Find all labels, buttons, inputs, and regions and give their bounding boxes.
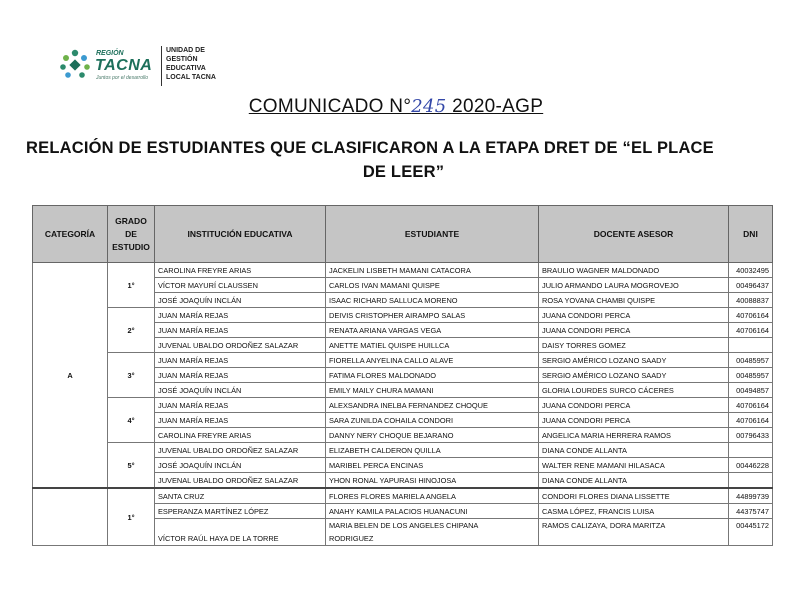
student-cell [326, 519, 539, 546]
student-cell: FLORES FLORES MARIELA ANGELA [326, 488, 539, 504]
dni-cell: 40706164 [729, 308, 773, 323]
student-cell: RENATA ARIANA VARGAS VEGA [326, 323, 539, 338]
grade-cell: 4° [108, 398, 155, 443]
institution-cell: SANTA CRUZ [155, 488, 326, 504]
advisor-cell: DIANA CONDE ALLANTA [539, 443, 729, 458]
advisor-cell: JULIO ARMANDO LAURA MOGROVEJO [539, 278, 729, 293]
student-cell: FATIMA FLORES MALDONADO [326, 368, 539, 383]
advisor-cell: JUANA CONDORI PERCA [539, 308, 729, 323]
student-cell: ALEXSANDRA INELBA FERNANDEZ CHOQUE [326, 398, 539, 413]
student-cell: ELIZABETH CALDERON QUILLA [326, 443, 539, 458]
category-cell-empty [33, 488, 108, 546]
advisor-cell: JUANA CONDORI PERCA [539, 323, 729, 338]
dni-cell: 40032495 [729, 263, 773, 278]
grade-cell: 1° [108, 263, 155, 308]
student-cell: JACKELIN LISBETH MAMANI CATACORA [326, 263, 539, 278]
logo-tagline: Juntos por el desarrollo [96, 75, 148, 81]
dni-cell: 00485957 [729, 368, 773, 383]
advisor-cell: DAISY TORRES GOMEZ [539, 338, 729, 353]
table-row [33, 308, 773, 323]
ugel-logo [58, 42, 228, 96]
institution-cell: VÍCTOR RAÚL HAYA DE LA TORRE [155, 519, 326, 546]
student-cell: ANETTE MATIEL QUISPE HUILLCA [326, 338, 539, 353]
header-docente: DOCENTE ASESOR [539, 206, 729, 263]
header-grado-line: DE [125, 228, 137, 239]
dni-cell: 40706164 [729, 323, 773, 338]
advisor-cell: DIANA CONDE ALLANTA [539, 473, 729, 489]
tacna-emblem-icon [58, 48, 92, 82]
logo-divider [161, 46, 162, 86]
student-cell: YHON RONAL YAPURASI HINOJOSA [326, 473, 539, 489]
advisor-cell: SERGIO AMÉRICO LOZANO SAADY [539, 368, 729, 383]
student-cell: ISAAC RICHARD SALLUCA MORENO [326, 293, 539, 308]
student-cell: SARA ZUNILDA COHAILA CONDORI [326, 413, 539, 428]
grade-cell: 5° [108, 443, 155, 489]
dni-cell: 00496437 [729, 278, 773, 293]
student-cell: CARLOS IVAN MAMANI QUISPE [326, 278, 539, 293]
dni-cell: 40706164 [729, 413, 773, 428]
student-cell: MARIBEL PERCA ENCINAS [326, 458, 539, 473]
advisor-cell: WALTER RENE MAMANI HILASACA [539, 458, 729, 473]
institution-cell: JUVENAL UBALDO ORDOÑEZ SALAZAR [155, 338, 326, 353]
dni-cell: 00446228 [729, 458, 773, 473]
unit-line: EDUCATIVA [166, 65, 206, 72]
institution-cell: JUVENAL UBALDO ORDOÑEZ SALAZAR [155, 473, 326, 489]
header-dni: DNI [729, 206, 773, 263]
title-prefix: COMUNICADO N° [248, 96, 412, 117]
handwritten-number: 245 [411, 96, 447, 117]
institution-cell: JUAN MARÍA REJAS [155, 353, 326, 368]
institution-cell: JOSÉ JOAQUÍN INCLÁN [155, 458, 326, 473]
dni-cell: 44375747 [729, 504, 773, 519]
table-header-row [33, 206, 773, 263]
student-cell: DEIVIS CRISTOPHER AIRAMPO SALAS [326, 308, 539, 323]
student-cell: DANNY NERY CHOQUE BEJARANO [326, 428, 539, 443]
institution-cell: JOSÉ JOAQUÍN INCLÁN [155, 293, 326, 308]
institution-cell: CAROLINA FREYRE ARIAS [155, 263, 326, 278]
dni-cell [729, 473, 773, 489]
dni-cell: 44899739 [729, 488, 773, 504]
logo-region-label: REGIÓN [96, 50, 124, 57]
advisor-cell: GLORIA LOURDES SURCO CÁCERES [539, 383, 729, 398]
dni-cell [729, 443, 773, 458]
page-title [0, 96, 792, 118]
student-cell: EMILY MAILY CHURA MAMANI [326, 383, 539, 398]
table-row [33, 353, 773, 368]
institution-cell: ESPERANZA MARTÍNEZ LÓPEZ [155, 504, 326, 519]
advisor-cell: ROSA YOVANA CHAMBI QUISPE [539, 293, 729, 308]
dni-cell: 00494857 [729, 383, 773, 398]
institution-cell: CAROLINA FREYRE ARIAS [155, 428, 326, 443]
student-cell: FIORELLA ANYELINA CALLO ALAVE [326, 353, 539, 368]
unit-line: LOCAL TACNA [166, 74, 216, 81]
advisor-cell: RAMOS CALIZAYA, DORA MARITZA [539, 519, 729, 546]
student-name-line: MARIA BELEN DE LOS ANGELES CHIPANA [329, 521, 479, 530]
subtitle-line-1: RELACIÓN DE ESTUDIANTES QUE CLASIFICARON A LA ETAPA DRET DE “EL PLACE [26, 139, 714, 157]
header-grado-line: ESTUDIO [112, 241, 150, 252]
student-name-line: RODRIGUEZ [329, 534, 374, 543]
header-estudiante: ESTUDIANTE [326, 206, 539, 263]
subtitle-line-2: DE LEER” [362, 163, 445, 181]
category-cell: A [33, 263, 108, 489]
table-row [33, 443, 773, 458]
table-row [33, 488, 773, 504]
advisor-cell: CONDORI FLORES DIANA LISSETTE [539, 488, 729, 504]
header-grado-line: GRADO [115, 215, 147, 226]
institution-cell: JUAN MARÍA REJAS [155, 368, 326, 383]
advisor-cell: ANGELICA MARIA HERRERA RAMOS [539, 428, 729, 443]
students-table [32, 205, 773, 546]
institution-cell: JUVENAL UBALDO ORDOÑEZ SALAZAR [155, 443, 326, 458]
student-cell: ANAHY KAMILA PALACIOS HUANACUNI [326, 504, 539, 519]
title-suffix: 2020-AGP [446, 96, 544, 117]
dni-cell: 00445172 [729, 519, 773, 546]
header-institucion: INSTITUCIÓN EDUCATIVA [155, 206, 326, 263]
dni-cell: 00485957 [729, 353, 773, 368]
unit-line: GESTIÓN [166, 56, 198, 63]
advisor-cell: JUANA CONDORI PERCA [539, 413, 729, 428]
header-categoria: CATEGORÍA [33, 206, 108, 263]
institution-cell: JUAN MARÍA REJAS [155, 308, 326, 323]
page-subtitle [26, 136, 792, 184]
table-row [33, 263, 773, 278]
dni-cell: 40706164 [729, 398, 773, 413]
institution-cell: VÍCTOR MAYURÍ CLAUSSEN [155, 278, 326, 293]
advisor-cell: CASMA LÓPEZ, FRANCIS LUISA [539, 504, 729, 519]
unit-name [166, 46, 216, 82]
institution-cell: JUAN MARÍA REJAS [155, 413, 326, 428]
table-row [33, 398, 773, 413]
grade-cell: 1° [108, 488, 155, 546]
advisor-cell: SERGIO AMÉRICO LOZANO SAADY [539, 353, 729, 368]
unit-line: UNIDAD DE [166, 47, 205, 54]
dni-cell: 00796433 [729, 428, 773, 443]
advisor-cell: BRAULIO WAGNER MALDONADO [539, 263, 729, 278]
advisor-cell: JUANA CONDORI PERCA [539, 398, 729, 413]
grade-cell: 3° [108, 353, 155, 398]
logo-name: TACNA [95, 57, 153, 74]
institution-cell: JUAN MARÍA REJAS [155, 323, 326, 338]
dni-cell: 40088837 [729, 293, 773, 308]
header-grado [108, 206, 155, 263]
institution-cell: JOSÉ JOAQUÍN INCLÁN [155, 383, 326, 398]
dni-cell [729, 338, 773, 353]
grade-cell: 2° [108, 308, 155, 353]
institution-cell: JUAN MARÍA REJAS [155, 398, 326, 413]
